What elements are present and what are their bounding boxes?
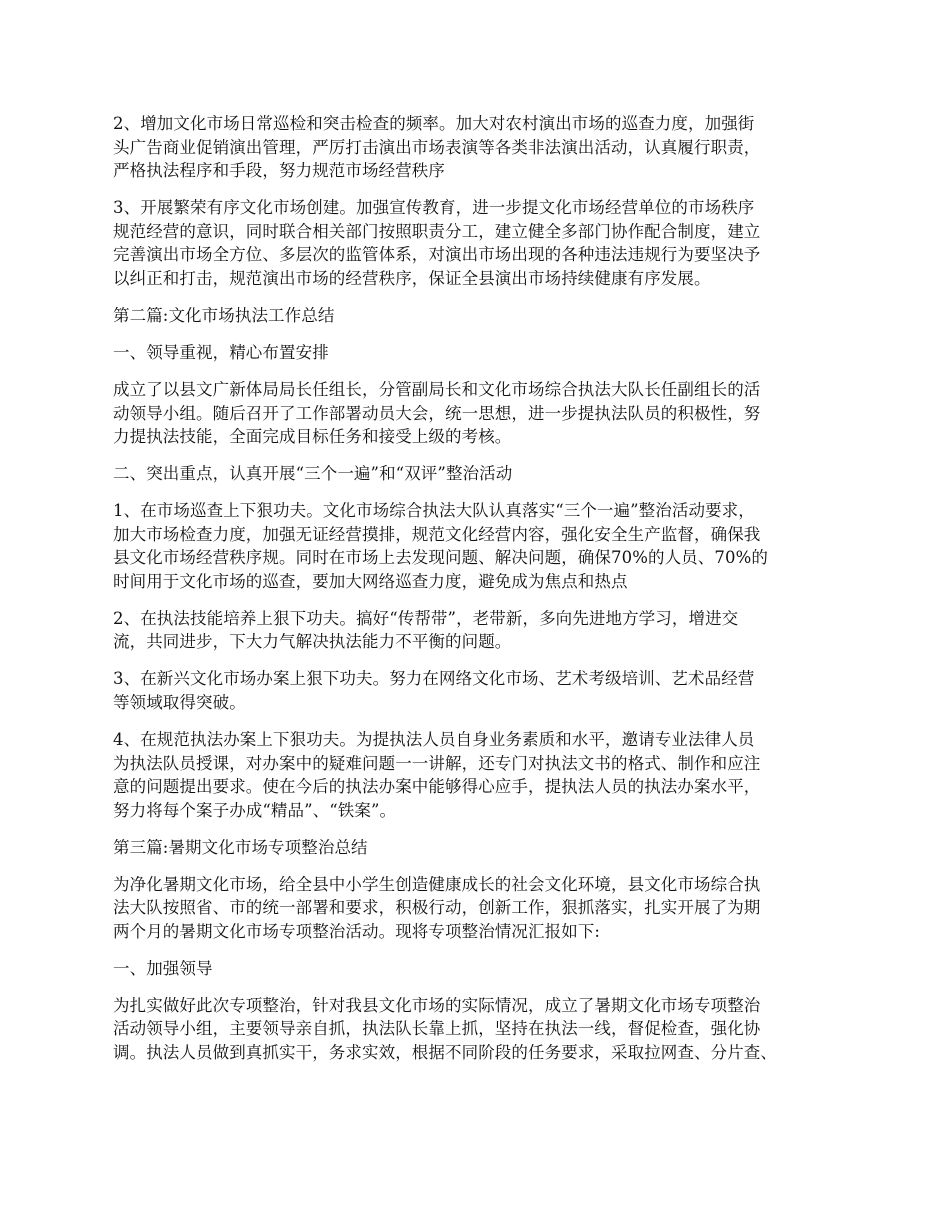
paragraph-5: 2、在执法技能培养上狠下功夫。搞好“传帮带”，老带新，多向先进地方学习，增进交 流，共同进步，下大力气解决执法能力不平衡的问题。 <box>113 608 739 652</box>
paragraph-4: 1、在市场巡查上下狠功夫。文化市场综合执法大队认真落实“三个一遍”整治活动要求， 加大市场检查力度，加强无证经营摸排，规范文化经营内容，强化安全生产监督，确保我 县文化市场经营秩序规。同时在市场上去发现问题、解决问题，确保70%的人员、70%的 时间用于文化市场的巡查，要加大网络巡查力度，避免成为焦点和热点 <box>113 501 768 591</box>
paragraph-1: 2、增加文化市场日常巡检和突击检查的频率。加大对农村演出市场的巡查力度，加强街 头广告商业促销演出管理，严厉打击演出市场表演等各类非法演出活动，认真履行职责， 严格执法程序和手段，努力规范市场经营秩序 <box>113 114 761 181</box>
heading-leadership: 一、领导重视，精心布置安排 <box>113 342 329 362</box>
document-body <box>113 112 853 1078</box>
paragraph-6: 3、在新兴文化市场办案上狠下功夫。努力在网络文化市场、艺术考级培训、艺术品经营 等领域取得突破。 <box>113 669 755 712</box>
paragraph-9: 为扎实做好此次专项整治，针对我县文化市场的实际情况，成立了暑期文化市场专项整治 活动领导小组，主要领导亲自抓，执法队长靠上抓，坚持在执法一线，督促检查，强化协 调。执法人员做到真抓实干，务求实效，根据不同阶段的任务要求，采取拉网查、分片查、 <box>113 995 777 1063</box>
section-title-2: 第二篇:文化市场执法工作总结 <box>113 305 335 325</box>
section-title-3: 第三篇:暑期文化市场专项整治总结 <box>113 837 368 857</box>
heading-focus: 二、突出重点，认真开展“三个一遍”和“双评”整治活动 <box>113 464 513 484</box>
paragraph-3: 成立了以县文广新体局局长任组长，分管副局长和文化市场综合执法大队长任副组长的活 动领导小组。随后召开了工作部署动员大会，统一思想，进一步提执法队员的积极性，努 力提执法技能，全面完成目标任务和接受上级的考核。 <box>113 379 761 447</box>
paragraph-2: 3、开展繁荣有序文化市场创建。加强宣传教育，进一步提文化市场经营单位的市场秩序 规范经营的意识，同时联合相关部门按照职责分工，建立健全多部门协作配合制度，建立 完善演出市场全方位、多层次的监管体系，对演出市场出现的各种违法违规行为要坚决予 以纠正和打击，规范演出市场的经营秩序，保证全县演出市场持续健康有序发展。 <box>113 198 761 288</box>
paragraph-8: 为净化暑期文化市场，给全县中小学生创造健康成长的社会文化环境，县文化市场综合执 法大队按照省、市的统一部署和要求，积极行动，创新工作，狠抓落实，扎实开展了为期 两个月的暑期文化市场专项整治活动。现将专项整治情况汇报如下: <box>113 874 761 941</box>
paragraph-7: 4、在规范执法办案上下狠功夫。为提执法人员自身业务素质和水平，邀请专业法律人员 为执法队员授课，对办案中的疑难问题一一讲解，还专门对执法文书的格式、制作和应注 意的问题提出要求。使在今后的执法办案中能够得心应手，提执法人员的执法办案水平， 努力将每个案子办成“精品”、“铁案”。 <box>113 729 761 820</box>
heading-strengthen-leadership: 一、加强领导 <box>113 958 213 978</box>
